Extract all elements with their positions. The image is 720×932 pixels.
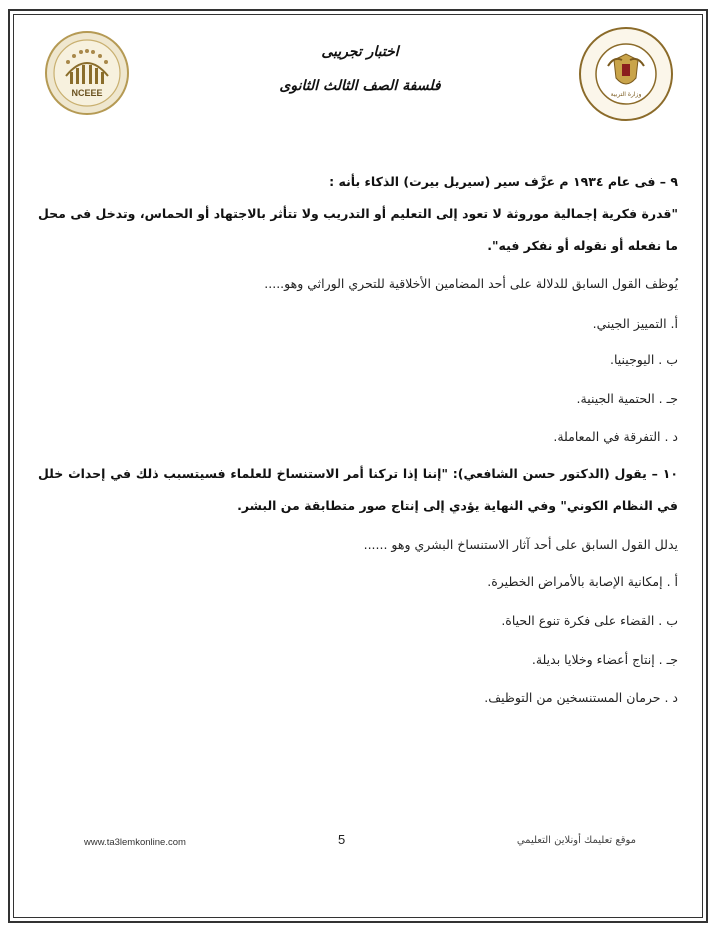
q9-quote-line-1: "قدرة فكرية إجمالية موروثة لا تعود إلى التعليم أو التدريب ولا تتأثر بالاجتهاد أو الحماس، وتدخل فى محل: [38, 206, 678, 221]
q9-quote-line-2: ما نفعله أو نقوله أو نفكر فيه".: [487, 238, 678, 253]
exam-title: اختبار تجريبى: [321, 44, 399, 60]
q10-option-b: ب . القضاء على فكرة تنوع الحياة.: [501, 613, 678, 628]
nceee-logo-text: NCEEE: [71, 88, 103, 98]
q9-option-c: جـ . الحتمية الجينية.: [576, 391, 678, 406]
q10-option-d: د . حرمان المستنسخين من التوظيف.: [484, 690, 678, 705]
footer-site-name: موقع تعليمك أونلاين التعليمي: [516, 835, 636, 846]
q10-option-a: أ . إمكانية الإصابة بالأمراض الخطيرة.: [487, 574, 678, 589]
q9-stem: ٩ – فى عام ١٩٣٤ م عرَّف سير (سيريل بيرت) الذكاء بأنه :: [329, 174, 678, 189]
q10-stem-line-2: في النظام الكوني" وفي النهاية يؤدي إلى إنتاج صور متطابقة من البشر.: [237, 498, 678, 513]
q9-prompt: يُوظف القول السابق للدلالة على أحد المضامين الأخلاقية للتحري الوراثي وهو.....: [264, 276, 678, 291]
q9-option-d: د . التفرقة في المعاملة.: [553, 429, 678, 444]
q10-stem-line-1: ١٠ – يقول (الدكتور حسن الشافعي): "إننا إذا تركنا أمر الاستنساخ للعلماء فسيتسبب ذلك في إحداث خلل: [38, 466, 678, 481]
q10-prompt: يدلل القول السابق على أحد آثار الاستنساخ البشري وهو ......: [363, 537, 678, 552]
exam-subtitle: فلسفة الصف الثالث الثانوى: [279, 78, 441, 94]
footer-url: www.ta3lemkonline.com: [84, 837, 186, 848]
ministry-logo: [578, 26, 674, 122]
q9-option-b: ب . اليوجينيا.: [609, 352, 678, 367]
page-number: 5: [338, 832, 346, 847]
q10-option-c: جـ . إنتاج أعضاء وخلايا بديلة.: [531, 652, 678, 667]
svg-text:وزارة التربية: وزارة التربية: [610, 91, 642, 98]
q9-option-a: أ. التمييز الجيني.: [592, 316, 678, 331]
nceee-logo: [44, 30, 130, 116]
